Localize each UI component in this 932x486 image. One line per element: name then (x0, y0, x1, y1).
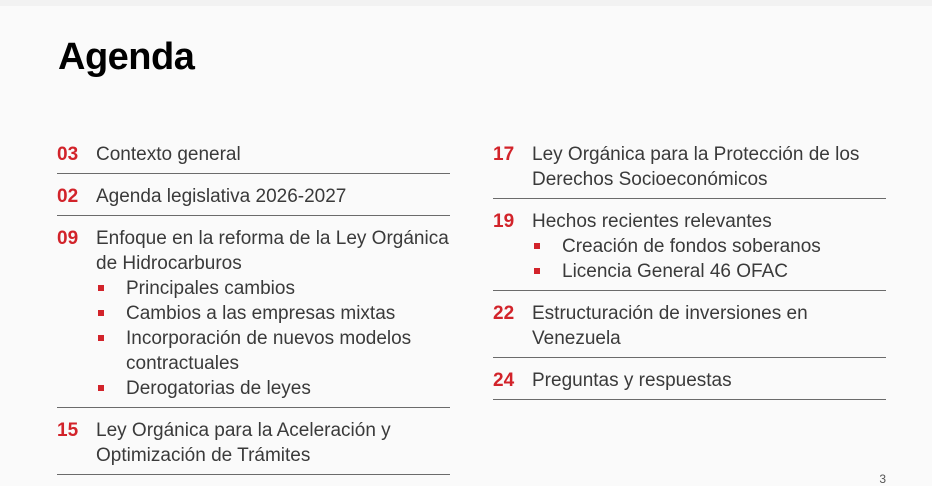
agenda-item-title: Agenda legislativa 2026-2027 (96, 186, 347, 207)
square-bullet-icon (534, 243, 540, 249)
agenda-item (493, 140, 886, 199)
agenda-item-body (96, 226, 450, 401)
agenda-item-number: 22 (493, 303, 515, 324)
agenda-item-number: 19 (493, 211, 515, 232)
agenda-item-title: Contexto general (96, 144, 241, 165)
agenda-item-body (532, 368, 886, 393)
agenda-subitem (96, 301, 450, 326)
agenda-item (493, 299, 886, 358)
agenda-item (57, 224, 450, 408)
square-bullet-icon (534, 268, 540, 274)
agenda-item-title: Ley Orgánica para la Aceleración y Optimización de Trámites (96, 420, 391, 466)
agenda-item-body (96, 184, 450, 209)
square-bullet-icon (98, 310, 104, 316)
agenda-item (57, 140, 450, 174)
agenda-column-right (493, 140, 886, 408)
top-bar (0, 0, 932, 6)
agenda-subitem-text: Cambios a las empresas mixtas (126, 303, 396, 324)
agenda-subitems (532, 234, 886, 284)
agenda-item-number: 09 (57, 228, 79, 249)
agenda-item (57, 416, 450, 475)
page-title: Agenda (58, 36, 195, 78)
square-bullet-icon (98, 335, 104, 341)
agenda-item-title: Hechos recientes relevantes (532, 211, 772, 232)
agenda-subitem-text: Licencia General 46 OFAC (562, 261, 789, 282)
agenda-item-title: Preguntas y respuestas (532, 370, 732, 391)
agenda-item-title: Enfoque en la reforma de la Ley Orgánica de Hidrocarburos (96, 228, 449, 274)
agenda-item-number: 02 (57, 186, 79, 207)
agenda-item-number: 17 (493, 144, 515, 165)
square-bullet-icon (98, 385, 104, 391)
agenda-subitem (96, 376, 450, 401)
agenda-item-number: 24 (493, 370, 515, 391)
agenda-subitem-text: Creación de fondos soberanos (562, 236, 821, 257)
agenda-item (493, 366, 886, 400)
agenda-item (57, 182, 450, 216)
agenda-item-body (532, 142, 886, 192)
agenda-item-number: 03 (57, 144, 79, 165)
square-bullet-icon (98, 285, 104, 291)
agenda-subitem-text: Principales cambios (126, 278, 295, 299)
agenda-subitem (96, 326, 450, 376)
agenda-item-body (96, 418, 450, 468)
agenda-subitem (532, 234, 886, 259)
page-number: 3 (879, 472, 886, 486)
agenda-subitem (532, 259, 886, 284)
agenda-item-title: Estructuración de inversiones en Venezuela (532, 303, 808, 349)
agenda-subitems (96, 276, 450, 401)
agenda-subitem-text: Incorporación de nuevos modelos contractuales (126, 328, 412, 374)
agenda-subitem (96, 276, 450, 301)
agenda-item (493, 207, 886, 291)
agenda-item-number: 15 (57, 420, 79, 441)
agenda-item-body (532, 301, 886, 351)
agenda-item-body (96, 142, 450, 167)
agenda-subitem-text: Derogatorias de leyes (126, 378, 311, 399)
agenda-item-body (532, 209, 886, 284)
agenda-item-title: Ley Orgánica para la Protección de los Derechos Socioeconómicos (532, 144, 860, 190)
agenda-column-left (57, 140, 450, 483)
